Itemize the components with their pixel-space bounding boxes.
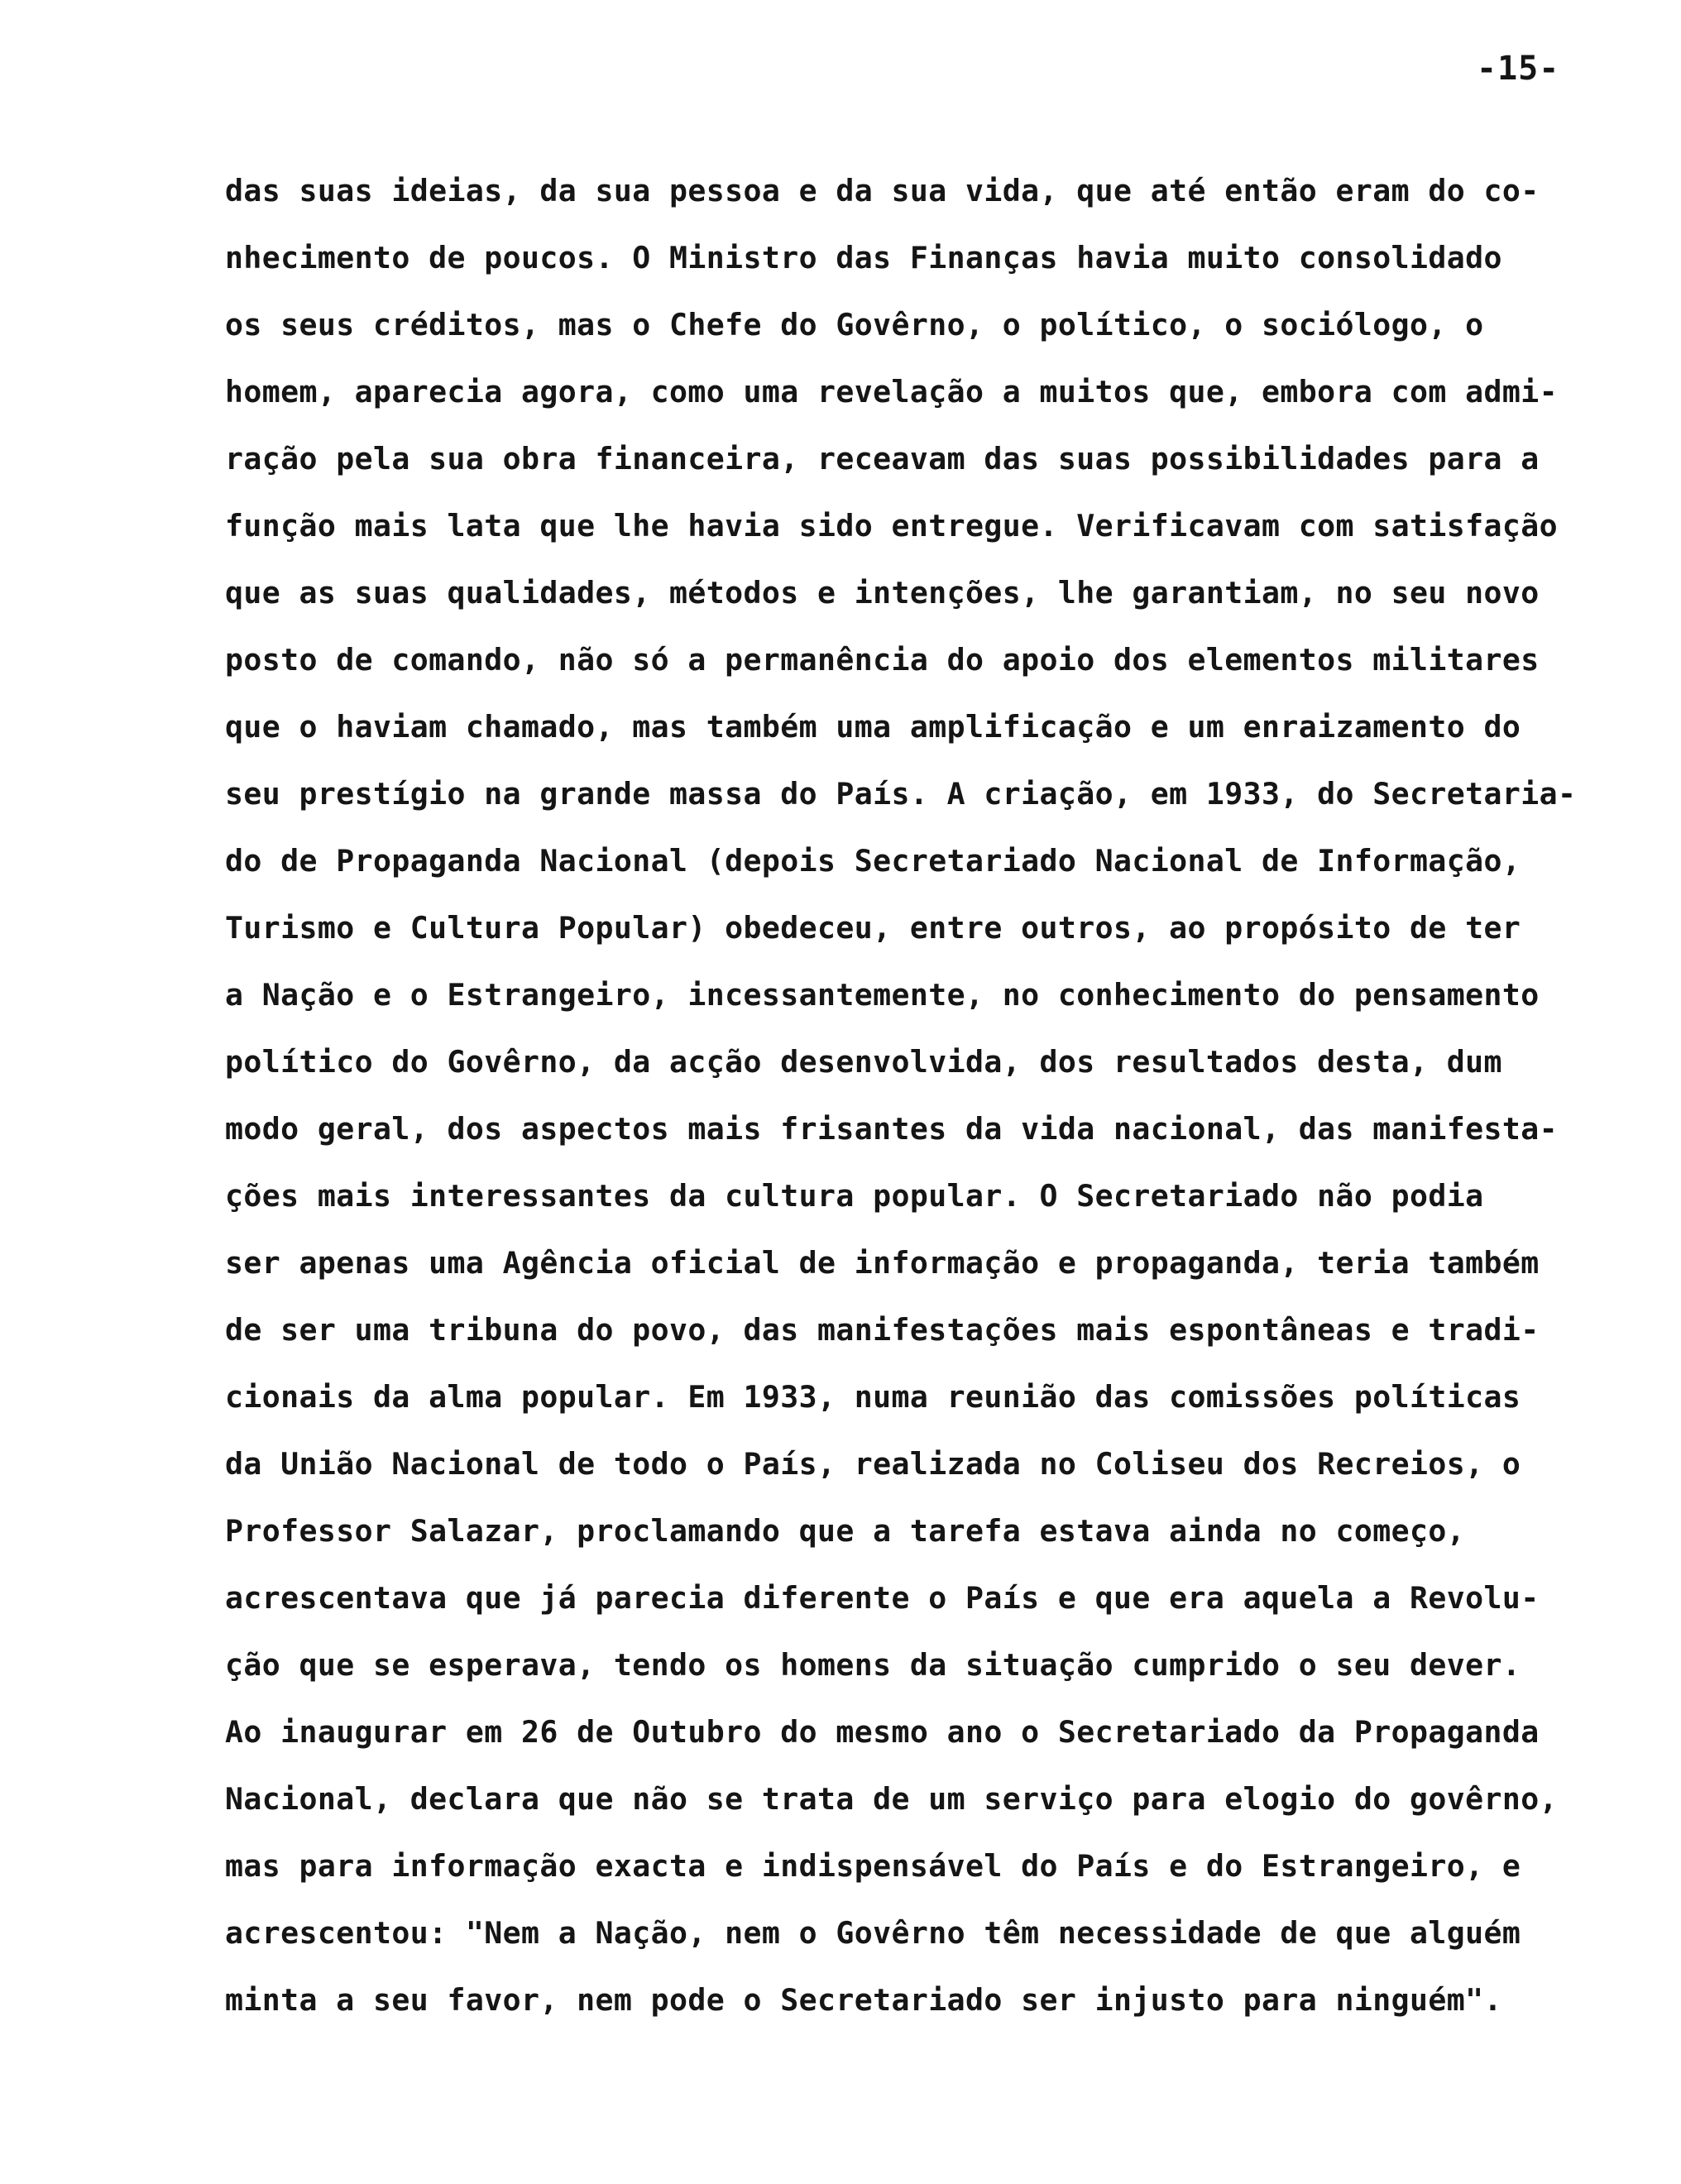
text-line: nhecimento de poucos. O Ministro das Finanças havia muito consolidado — [225, 240, 1502, 275]
text-line: cionais da alma popular. Em 1933, numa reunião das comissões políticas — [225, 1379, 1521, 1415]
text-line: seu prestígio na grande massa do País. A criação, em 1933, do Secretaria- — [225, 776, 1577, 812]
text-line: ção que se esperava, tendo os homens da situação cumprido o seu dever. — [225, 1647, 1521, 1683]
text-line: posto de comando, não só a permanência do apoio dos elementos militares — [225, 642, 1540, 678]
text-line: Nacional, declara que não se trata de um serviço para elogio do govêrno, — [225, 1781, 1558, 1817]
body-text — [225, 157, 1648, 2033]
text-line: mas para informação exacta e indispensável do País e do Estrangeiro, e — [225, 1848, 1521, 1884]
text-line: do de Propaganda Nacional (depois Secretariado Nacional de Informação, — [225, 843, 1521, 879]
page-number: -15- — [1477, 50, 1560, 88]
text-line: Professor Salazar, proclamando que a tarefa estava ainda no começo, — [225, 1513, 1466, 1549]
text-line: Turismo e Cultura Popular) obedeceu, entre outros, ao propósito de ter — [225, 910, 1521, 946]
text-line: ração pela sua obra financeira, receavam das suas possibilidades para a — [225, 441, 1540, 477]
text-line: a Nação e o Estrangeiro, incessantemente, no conhecimento do pensamento — [225, 977, 1540, 1013]
text-line: de ser uma tribuna do povo, das manifestações mais espontâneas e tradi- — [225, 1312, 1540, 1348]
text-line: ser apenas uma Agência oficial de informação e propaganda, teria também — [225, 1245, 1540, 1281]
text-line: político do Govêrno, da acção desenvolvida, dos resultados desta, dum — [225, 1044, 1502, 1080]
text-line: acrescentou: "Nem a Nação, nem o Govêrno têm necessidade de que alguém — [225, 1915, 1521, 1951]
text-line: homem, aparecia agora, como uma revelação a muitos que, embora com admi- — [225, 374, 1558, 410]
text-line: da União Nacional de todo o País, realizada no Coliseu dos Recreios, o — [225, 1446, 1521, 1482]
text-line: Ao inaugurar em 26 de Outubro do mesmo ano o Secretariado da Propaganda — [225, 1714, 1540, 1750]
text-line: ções mais interessantes da cultura popular. O Secretariado não podia — [225, 1178, 1484, 1214]
text-line: acrescentava que já parecia diferente o País e que era aquela a Revolu- — [225, 1580, 1540, 1616]
text-line: os seus créditos, mas o Chefe do Govêrno, o político, o sociólogo, o — [225, 307, 1484, 342]
text-line: função mais lata que lhe havia sido entregue. Verificavam com satisfação — [225, 508, 1558, 544]
text-line: das suas ideias, da sua pessoa e da sua vida, que até então eram do co- — [225, 173, 1540, 208]
text-line: minta a seu favor, nem pode o Secretariado ser injusto para ninguém". — [225, 1982, 1502, 2018]
text-line: que o haviam chamado, mas também uma amplificação e um enraizamento do — [225, 709, 1521, 745]
text-line: que as suas qualidades, métodos e intenções, lhe garantiam, no seu novo — [225, 575, 1540, 611]
text-line: modo geral, dos aspectos mais frisantes da vida nacional, das manifesta- — [225, 1111, 1558, 1147]
